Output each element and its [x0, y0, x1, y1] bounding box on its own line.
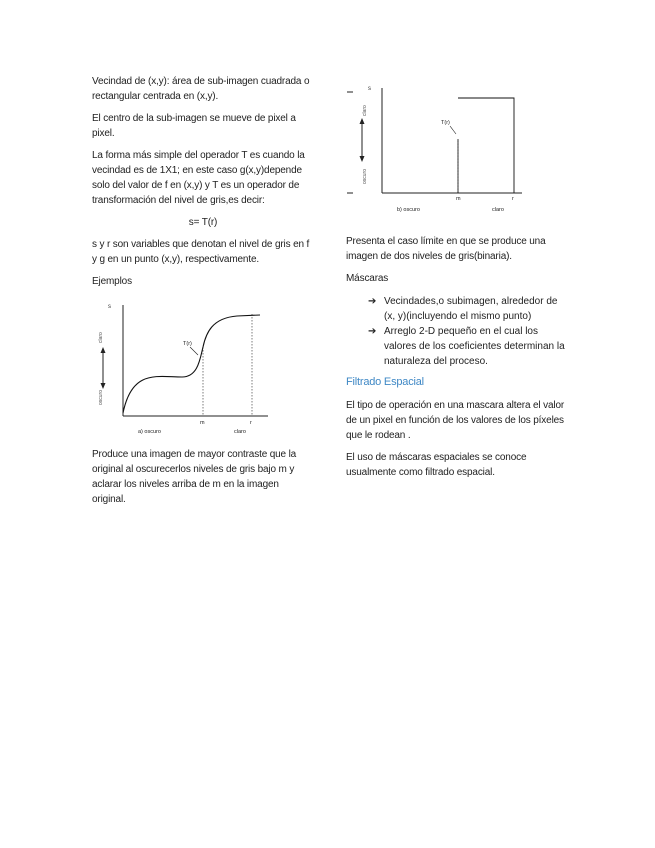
variables-text: s y r son variables que denotan el nivel de gris en f y g en un punto (x,y), respectivamente.: [92, 239, 310, 265]
contrast-stretch-figure: [92, 299, 272, 439]
fig1-transfer-curve: [123, 315, 260, 413]
arrow-bullet-icon: ➔: [368, 296, 377, 307]
fig2-double-arrow: [360, 118, 365, 162]
list-item-text: Arreglo 2-D pequeño en el cual los valores de los coeficientes determinan la naturaleza del proceso.: [384, 326, 565, 367]
fig1-curve-label: T(r): [183, 341, 192, 347]
fig2-tick-m: m: [456, 196, 461, 202]
spatial-filter-text: El uso de máscaras espaciales se conoce usualmente como filtrado espacial.: [346, 452, 527, 478]
list-item-text: Vecindades,o subimagen, alrededor de (x, y)(incluyendo el mismo punto): [384, 296, 558, 322]
fig1-label-light: claro: [234, 429, 246, 435]
threshold-figure: [346, 80, 526, 220]
fig2-y-top-label: claro: [362, 105, 368, 116]
list-item: [368, 324, 568, 369]
fig1-y-top-label: claro: [98, 332, 104, 343]
mask-operation-text: El tipo de operación en una mascara altera el valor de un pixel en función de los valores de los píxeles que le rodean .: [346, 400, 565, 441]
binary-description: Presenta el caso límite en que se produce una imagen de dos niveles de gris(binaria).: [346, 236, 546, 262]
fig2-label-dark: b) oscuro: [397, 207, 420, 213]
fig1-y-bottom-label: oscuro: [98, 389, 104, 405]
fig1-y-axis-label: s: [108, 304, 111, 310]
fig2-step-curve: [458, 98, 514, 193]
operator-t-text: La forma más simple del operador T es cuando la vecindad es de 1X1; en este caso g(x,y)depende solo del valor de f en (x,y) y T es un operador de transformación del nivel de gris,es decir:: [92, 150, 305, 206]
fig1-tick-r: r: [250, 420, 252, 426]
masks-list: [346, 294, 568, 369]
center-moves-text: El centro de la sub-imagen se mueve de pixel a pixel.: [92, 113, 296, 139]
neighborhood-definition: Vecindad de (x,y): área de sub-imagen cuadrada o rectangular centrada en (x,y).: [92, 76, 310, 102]
right-column: [346, 80, 568, 487]
fig2-curve-label: T(r): [441, 120, 450, 126]
arrow-bullet-icon: ➔: [368, 326, 377, 337]
fig2-y-axis-label: s: [368, 86, 371, 92]
fig2-label-light: claro: [492, 207, 504, 213]
formula: s= T(r): [188, 217, 218, 228]
fig1-double-arrow: [101, 347, 106, 389]
left-column: [92, 74, 314, 514]
examples-label: Ejemplos: [92, 276, 132, 287]
fig2-tick-r: r: [512, 196, 514, 202]
fig1-tick-m: m: [200, 420, 205, 426]
masks-label: Máscaras: [346, 273, 389, 284]
section-heading: Filtrado Espacial: [346, 376, 424, 388]
contrast-description: Produce una imagen de mayor contraste que la original al oscurecerlos niveles de gris bajo m y aclarar los niveles arriba de m en la imagen original.: [92, 449, 297, 505]
fig1-label-dark: a) oscuro: [138, 429, 161, 435]
fig2-y-bottom-label: oscuro: [362, 168, 368, 184]
list-item: [368, 294, 568, 324]
